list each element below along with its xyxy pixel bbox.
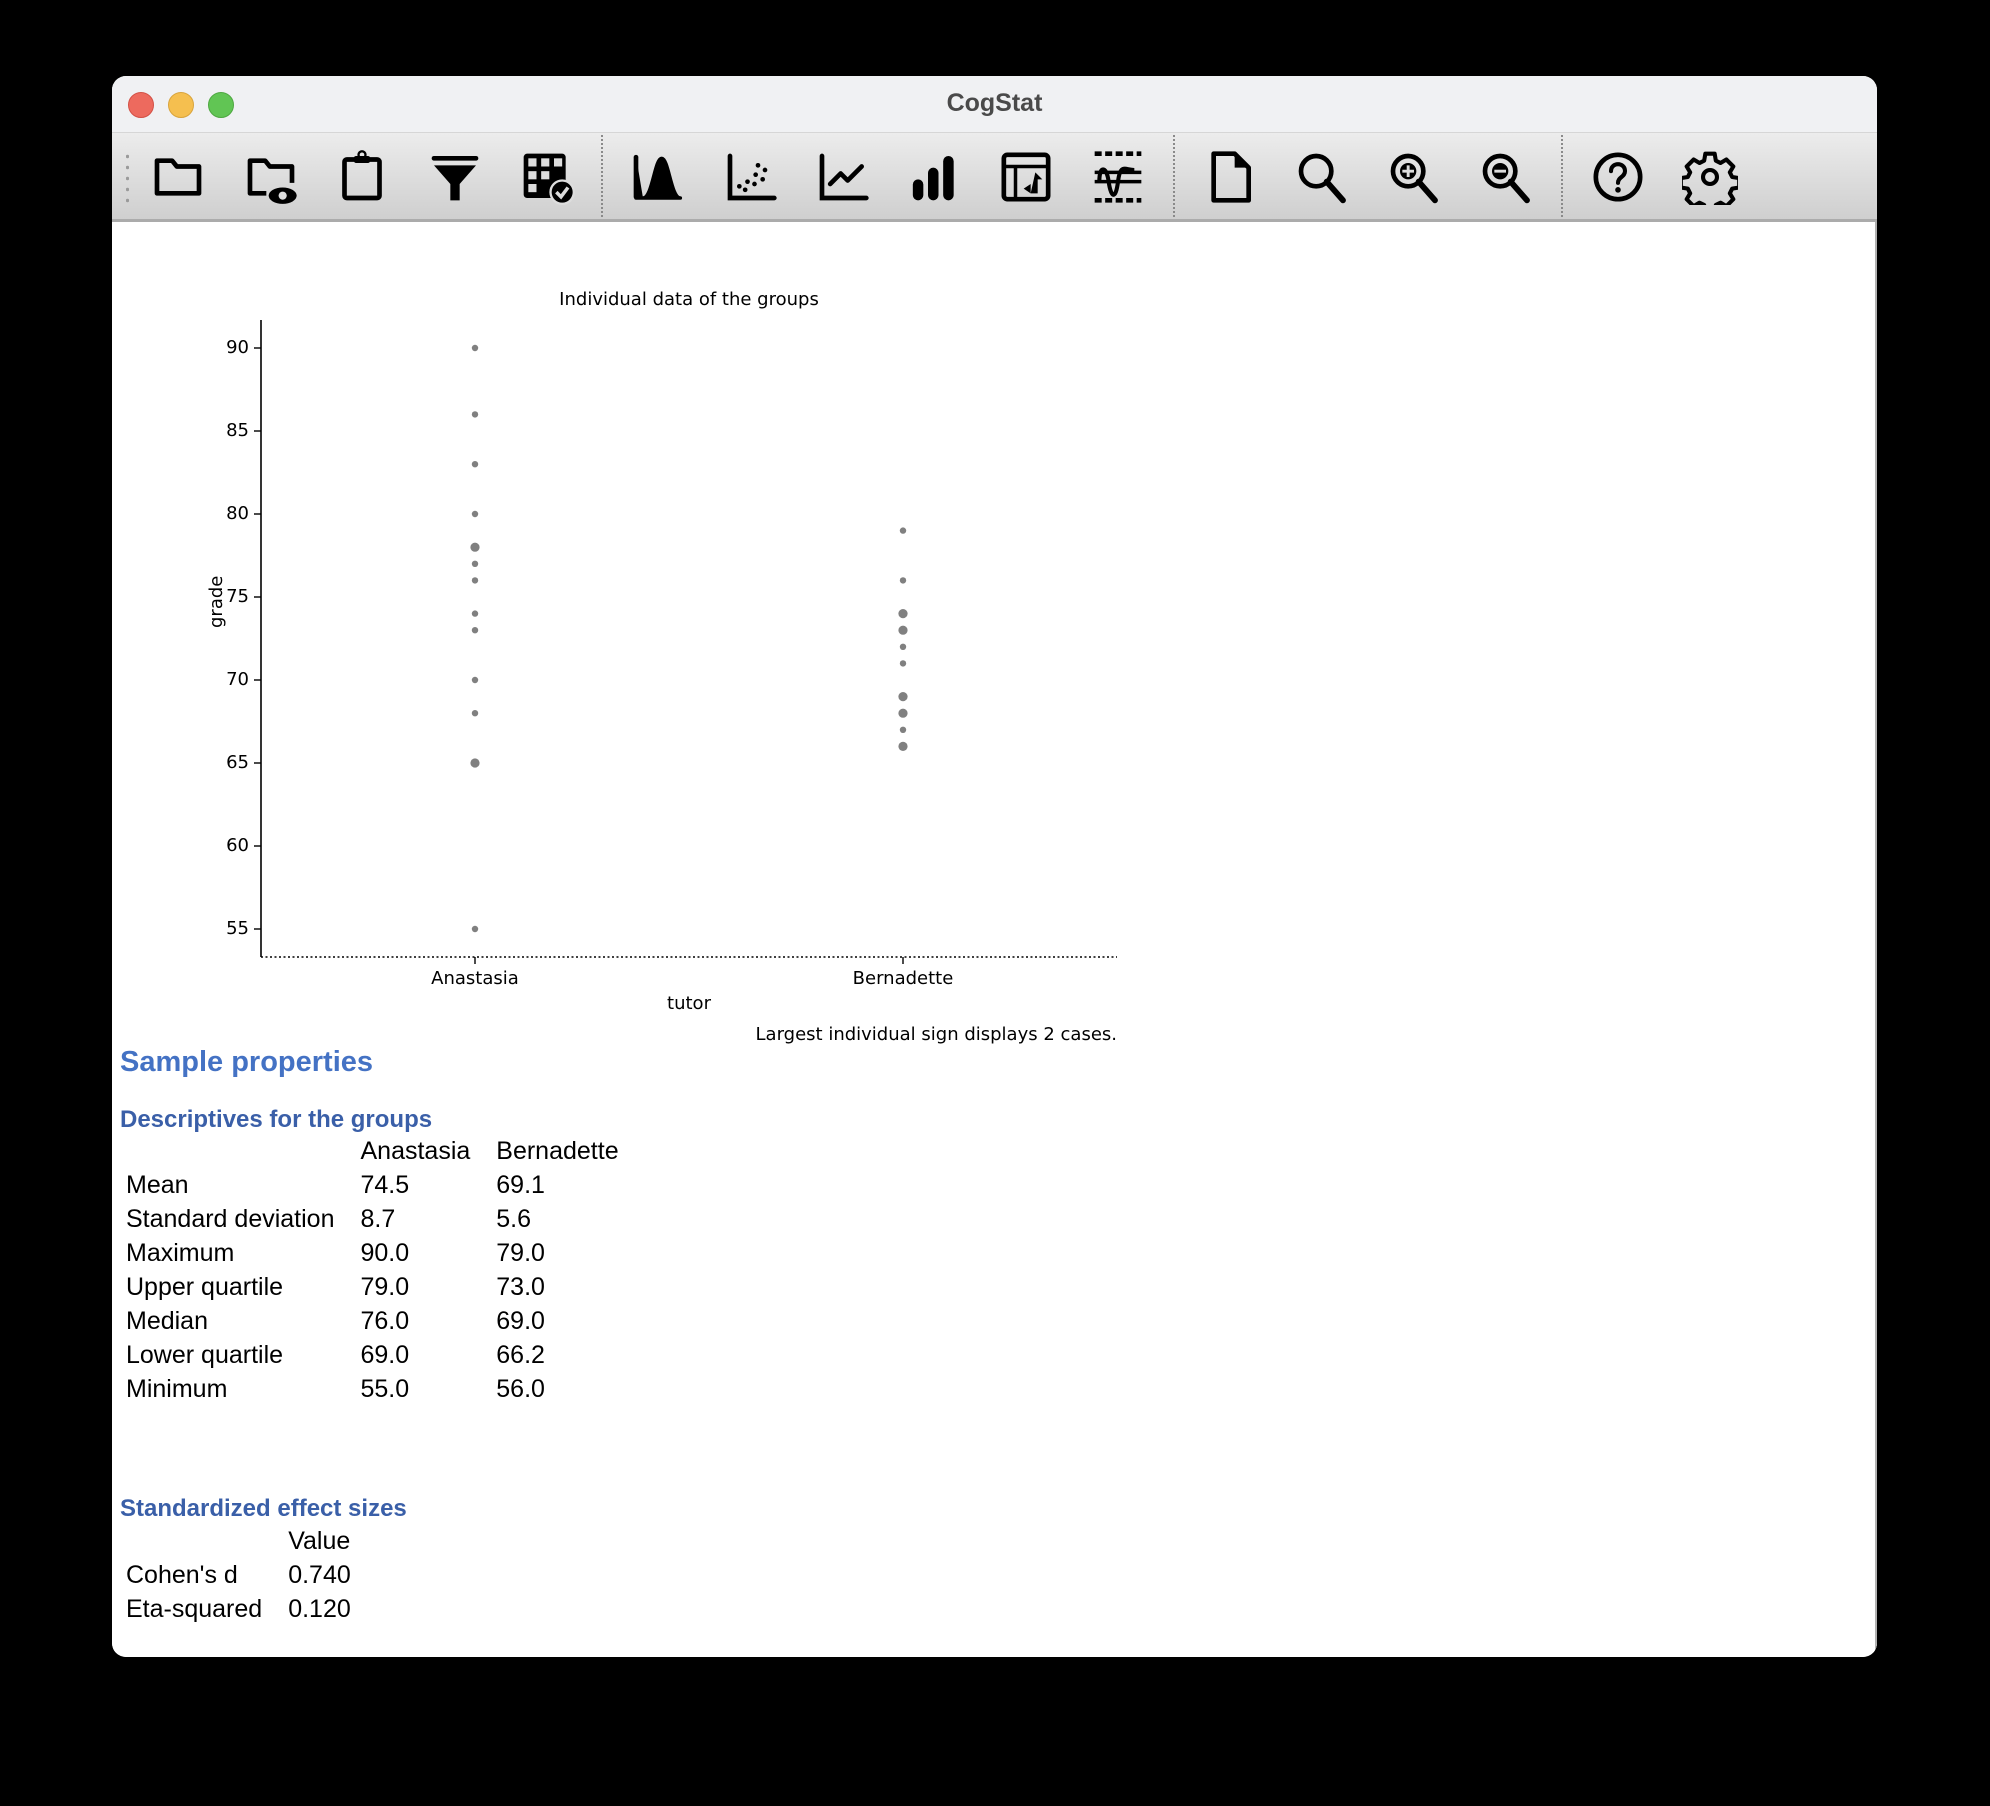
data-point bbox=[470, 758, 479, 767]
preferences-button[interactable] bbox=[1680, 147, 1740, 207]
zoom-in-icon bbox=[1386, 149, 1442, 205]
table-row bbox=[112, 1372, 631, 1406]
table-header-cell bbox=[112, 1134, 346, 1168]
pivot-table-icon bbox=[998, 149, 1054, 205]
table-header-row bbox=[112, 1524, 363, 1558]
help-button[interactable] bbox=[1588, 147, 1648, 207]
scatter-icon bbox=[723, 149, 779, 205]
chart-title: Individual data of the groups bbox=[559, 289, 819, 310]
plot-area bbox=[112, 222, 1212, 1002]
table-header-cell: Bernadette bbox=[496, 1137, 619, 1165]
chart-footnote: Largest individual sign displays 2 cases. bbox=[755, 1024, 1117, 1045]
cell-anastasia: 8.7 bbox=[360, 1205, 396, 1233]
data-point bbox=[472, 511, 478, 517]
cell-anastasia: 69.0 bbox=[360, 1341, 410, 1369]
settings-icon bbox=[1682, 149, 1738, 205]
data-point bbox=[898, 609, 907, 618]
x-tick-label-anastasia: Anastasia bbox=[431, 968, 519, 989]
cell-bernadette: 5.6 bbox=[496, 1205, 532, 1233]
data-point bbox=[898, 692, 907, 701]
table-row bbox=[112, 1592, 363, 1626]
row-label: Maximum bbox=[126, 1239, 235, 1267]
pivot-table-button[interactable] bbox=[996, 147, 1056, 207]
row-label: Upper quartile bbox=[126, 1273, 284, 1301]
data-point bbox=[472, 577, 478, 583]
paste-data-button[interactable] bbox=[332, 147, 392, 207]
clipboard-icon bbox=[334, 149, 390, 205]
clear-results-button[interactable] bbox=[1200, 147, 1260, 207]
filter-outliers-button[interactable] bbox=[425, 147, 485, 207]
toolbar bbox=[112, 133, 1877, 222]
row-label: Eta-squared bbox=[126, 1595, 263, 1623]
y-tick-label: 80 bbox=[226, 503, 249, 524]
individual-data-chart bbox=[112, 222, 1212, 1052]
table-header-row bbox=[112, 1134, 631, 1168]
cell-anastasia: 74.5 bbox=[360, 1171, 410, 1199]
data-point bbox=[898, 742, 907, 751]
zoom-out-icon bbox=[1478, 149, 1534, 205]
cell-bernadette: 56.0 bbox=[496, 1375, 545, 1403]
filter-icon bbox=[427, 149, 483, 205]
data-point bbox=[472, 627, 478, 633]
y-tick-label: 70 bbox=[226, 669, 249, 690]
x-axis-label: tutor bbox=[667, 993, 711, 1014]
cell-anastasia: 55.0 bbox=[360, 1375, 410, 1403]
table-row bbox=[112, 1202, 631, 1236]
descriptives-title: Descriptives for the groups bbox=[120, 1106, 433, 1133]
cell-bernadette: 69.1 bbox=[496, 1171, 545, 1199]
row-label: Minimum bbox=[126, 1375, 228, 1403]
data-point bbox=[900, 644, 906, 650]
new-document-icon bbox=[1202, 149, 1258, 205]
table-row bbox=[112, 1338, 631, 1372]
y-tick-label: 90 bbox=[226, 337, 249, 358]
find-button[interactable] bbox=[1292, 147, 1352, 207]
toolbar-grip-handle[interactable] bbox=[126, 151, 129, 203]
explore-variable-button[interactable] bbox=[627, 147, 687, 207]
cell-anastasia: 90.0 bbox=[360, 1239, 410, 1267]
section-title-sample-properties: Sample properties bbox=[120, 1046, 374, 1078]
open-demo-data-button[interactable] bbox=[241, 147, 301, 207]
data-point bbox=[900, 577, 906, 583]
cell-value: 0.740 bbox=[288, 1561, 351, 1589]
title-bar[interactable] bbox=[112, 76, 1877, 133]
effect-sizes-title: Standardized effect sizes bbox=[120, 1495, 407, 1522]
data-check-icon bbox=[519, 149, 575, 205]
zoom-out-button[interactable] bbox=[1476, 147, 1536, 207]
row-label: Median bbox=[126, 1307, 208, 1335]
row-label: Lower quartile bbox=[126, 1341, 284, 1369]
data-point bbox=[472, 926, 478, 932]
toolbar-separator bbox=[1173, 135, 1175, 217]
table-row bbox=[112, 1168, 631, 1202]
data-point bbox=[472, 461, 478, 467]
cell-bernadette: 79.0 bbox=[496, 1239, 545, 1267]
cell-bernadette: 66.2 bbox=[496, 1341, 545, 1369]
compare-groups-icon bbox=[1090, 149, 1146, 205]
descriptives-table bbox=[112, 1134, 631, 1406]
cell-anastasia: 79.0 bbox=[360, 1273, 410, 1301]
cell-anastasia: 76.0 bbox=[360, 1307, 410, 1335]
x-tick-label-bernadette: Bernadette bbox=[852, 968, 954, 989]
compare-groups-button[interactable] bbox=[1088, 147, 1148, 207]
search-icon bbox=[1294, 149, 1350, 205]
table-row bbox=[112, 1304, 631, 1338]
data-point bbox=[472, 561, 478, 567]
table-row bbox=[112, 1270, 631, 1304]
data-point bbox=[900, 727, 906, 733]
data-point bbox=[472, 411, 478, 417]
data-point bbox=[898, 626, 907, 635]
effect-sizes-table bbox=[112, 1524, 363, 1626]
cogstat-window bbox=[112, 76, 1877, 1657]
compare-repeated-measures-button[interactable] bbox=[905, 147, 965, 207]
cell-value: 0.120 bbox=[288, 1595, 351, 1623]
open-data-button[interactable] bbox=[148, 147, 208, 207]
distribution-icon bbox=[629, 149, 685, 205]
table-header-cell bbox=[112, 1524, 274, 1558]
cell-bernadette: 69.0 bbox=[496, 1307, 545, 1335]
data-point bbox=[472, 345, 478, 351]
help-icon bbox=[1590, 149, 1646, 205]
table-row bbox=[112, 1558, 363, 1592]
y-tick-label: 65 bbox=[226, 752, 249, 773]
y-tick-label: 85 bbox=[226, 420, 249, 441]
row-label: Standard deviation bbox=[126, 1205, 335, 1233]
open-folder-icon bbox=[150, 149, 206, 205]
window-title: CogStat bbox=[946, 89, 1043, 117]
results-pane-border bbox=[1875, 222, 1877, 1657]
explore-relation-button[interactable] bbox=[721, 147, 781, 207]
data-point bbox=[898, 709, 907, 718]
cell-bernadette: 73.0 bbox=[496, 1273, 545, 1301]
y-tick-label: 75 bbox=[226, 586, 249, 607]
y-tick-label: 55 bbox=[226, 918, 249, 939]
data-point bbox=[472, 710, 478, 716]
y-tick-label: 60 bbox=[226, 835, 249, 856]
table-row bbox=[112, 1236, 631, 1270]
zoom-in-button[interactable] bbox=[1384, 147, 1444, 207]
data-point bbox=[900, 527, 906, 533]
reliability-button[interactable] bbox=[813, 147, 873, 207]
results-pane[interactable] bbox=[112, 222, 1877, 1657]
y-axis-label: grade bbox=[206, 575, 227, 628]
data-point bbox=[900, 660, 906, 666]
data-point bbox=[472, 610, 478, 616]
toolbar-separator bbox=[1561, 135, 1563, 217]
explore-data-button[interactable] bbox=[517, 147, 577, 207]
open-folder-eye-icon bbox=[243, 149, 299, 205]
row-label: Cohen's d bbox=[126, 1561, 238, 1589]
line-chart-icon bbox=[815, 149, 871, 205]
row-label: Mean bbox=[126, 1171, 189, 1199]
table-header-cell: Value bbox=[288, 1527, 351, 1555]
bar-chart-icon bbox=[907, 149, 963, 205]
toolbar-separator bbox=[601, 135, 603, 217]
data-point bbox=[472, 677, 478, 683]
table-header-cell: Anastasia bbox=[360, 1137, 471, 1165]
data-point bbox=[470, 543, 479, 552]
